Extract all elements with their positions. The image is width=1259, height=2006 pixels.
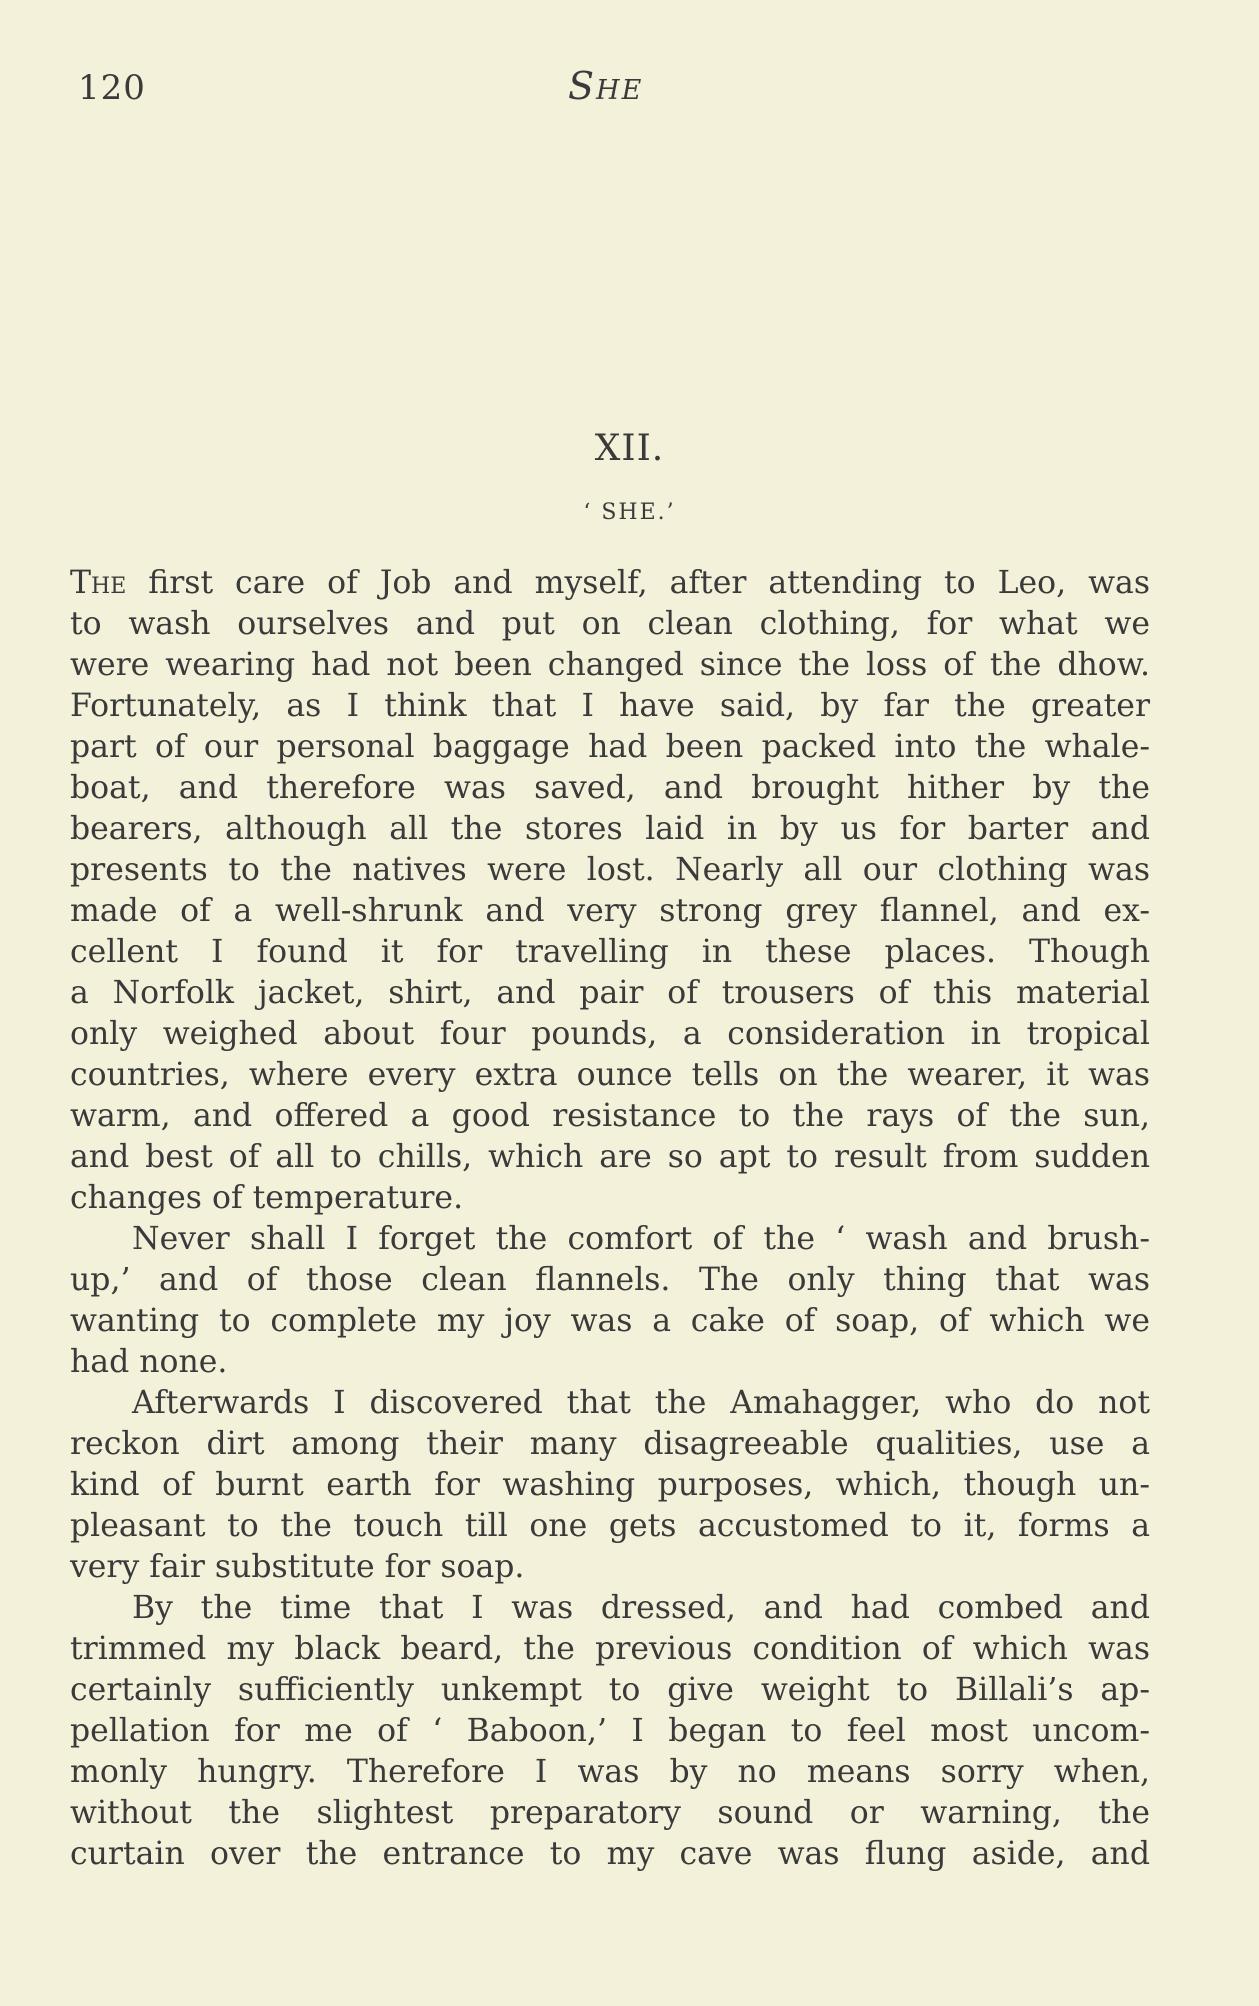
text-line: very fair substitute for soap. <box>70 1549 525 1585</box>
text-line: had none. <box>70 1344 228 1380</box>
text-line: wanting to complete my joy was a cake of soap, of which we <box>70 1303 1150 1339</box>
text-line <box>70 563 1150 604</box>
text-line: without the slightest preparatory sound or warning, the <box>70 1795 1150 1831</box>
text-line: only weighed about four pounds, a consideration in tropical <box>70 1016 1150 1052</box>
text-line: made of a well-shrunk and very strong grey flannel, and ex- <box>70 893 1150 929</box>
text-line: presents to the natives were lost. Nearly all our clothing was <box>70 852 1150 888</box>
chapter-number: XII. <box>594 428 665 469</box>
text-line: and best of all to chills, which are so apt to result from sudden <box>70 1139 1150 1175</box>
text-line: pellation for me of ‘ Baboon,’ I began to feel most uncom- <box>70 1713 1150 1749</box>
page-number: 120 <box>78 68 146 108</box>
running-head <box>0 60 1259 106</box>
text-line: warm, and offered a good resistance to the rays of the sun, <box>70 1098 1150 1134</box>
text-line: changes of temperature. <box>70 1180 464 1216</box>
text-line: monly hungry. Therefore I was by no means sorry when, <box>70 1754 1150 1790</box>
text-line: countries, where every extra ounce tells on the wearer, it was <box>70 1057 1150 1093</box>
text-line: were wearing had not been changed since the loss of the dhow. <box>70 647 1150 683</box>
text-line: Fortunately, as I think that I have said, by far the greater <box>70 688 1150 724</box>
text-line: part of our personal baggage had been packed into the whale- <box>70 729 1150 765</box>
text-line: kind of burnt earth for washing purposes, which, though un- <box>70 1467 1150 1503</box>
text-line: bearers, although all the stores laid in by us for barter and <box>70 811 1150 847</box>
text-line: up,’ and of those clean flannels. The only thing that was <box>70 1262 1150 1298</box>
text-line: a Norfolk jacket, shirt, and pair of trousers of this material <box>70 975 1150 1011</box>
text-line: trimmed my black beard, the previous condition of which was <box>70 1631 1150 1667</box>
text-line: cellent I found it for travelling in these places. Though <box>70 934 1150 970</box>
opening-word: The <box>70 565 127 601</box>
text-line: boat, and therefore was saved, and brought hither by the <box>70 770 1150 806</box>
text-line: Never shall I forget the comfort of the ‘ wash and brush- <box>132 1221 1150 1257</box>
running-title: She <box>568 64 644 108</box>
text-line: Afterwards I discovered that the Amahagger, who do not <box>132 1385 1150 1421</box>
body-text <box>70 563 1150 1875</box>
text-line: to wash ourselves and put on clean clothing, for what we <box>70 606 1150 642</box>
text-line: pleasant to the touch till one gets accustomed to it, forms a <box>70 1508 1150 1544</box>
text-line: curtain over the entrance to my cave was flung aside, and <box>70 1836 1150 1872</box>
text-line: certainly sufficiently unkempt to give weight to Billali’s ap- <box>70 1672 1150 1708</box>
text-line: By the time that I was dressed, and had combed and <box>132 1590 1150 1626</box>
text-line-content: first care of Job and myself, after attending to Leo, was <box>126 565 1150 601</box>
text-line: reckon dirt among their many disagreeable qualities, use a <box>70 1426 1150 1462</box>
chapter-title: ‘ SHE.’ <box>583 500 676 525</box>
